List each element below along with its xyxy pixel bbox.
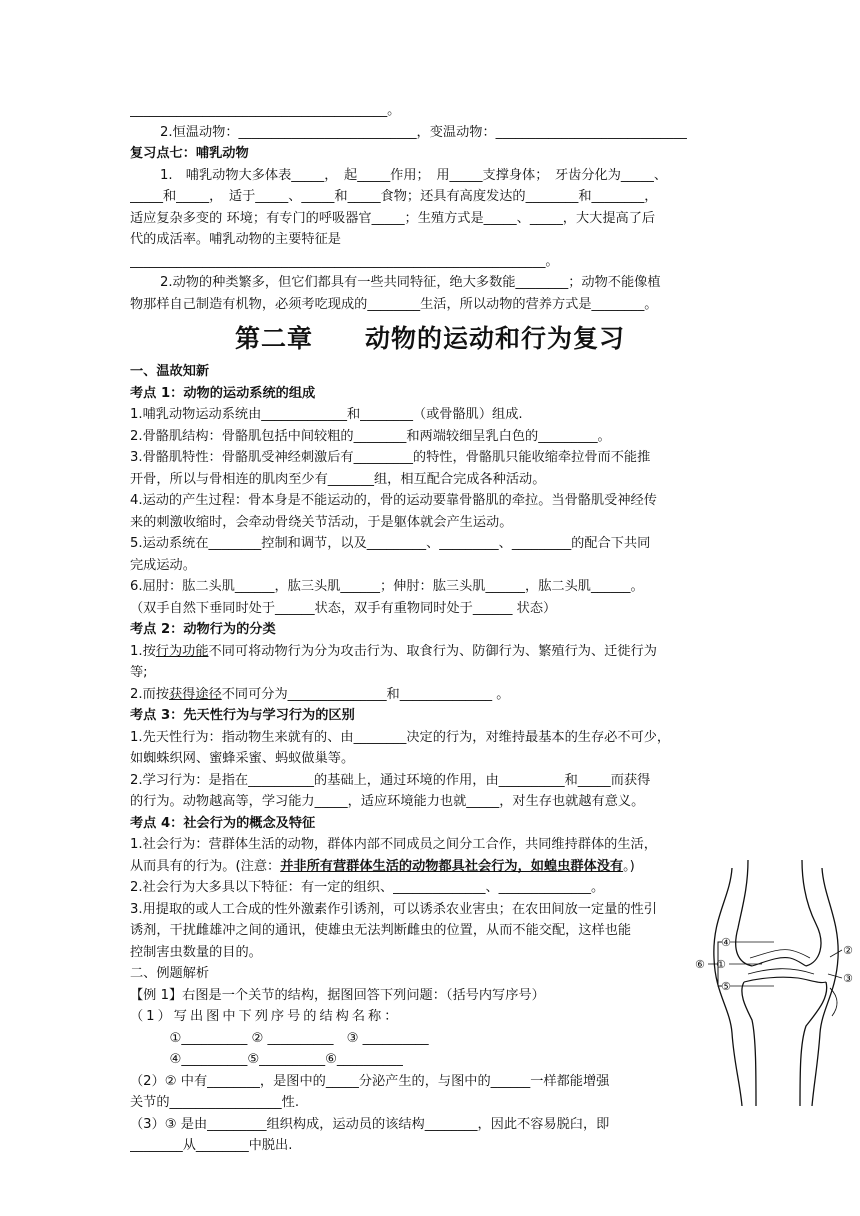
key-point-4-item-3: 3.用提取的或人工合成的性外激素作引诱剂，可以诱杀农业害虫；在农田间放一定量的性引	[130, 901, 657, 917]
key-point-2-item-1	[130, 641, 730, 663]
section-heading: 二、例题解析	[130, 966, 210, 981]
label-5: ⑤	[721, 980, 731, 993]
mammal-item-1: 1. 哺乳动物大多体表_____， 起_____作用； 用_____支撑身体； 牙齿分化为_____、	[160, 167, 668, 183]
chapter-title: 第二章 动物的运动和行为复习	[234, 324, 625, 353]
key-point-3-item-2-cont: 的行为。动物越高等，学习能力_____，适应环境能力也就_____，对生存也就越有意义。	[130, 794, 645, 809]
tibia-left	[742, 982, 756, 1106]
warm-cold-animals-item: 2.恒温动物：___________________________，变温动物：_____________________________	[160, 124, 687, 140]
question-2-cont: 关节的_________________性.	[130, 1095, 300, 1110]
key-point-4-heading: 考点 4：社会行为的概念及特征	[130, 815, 316, 831]
underlined-term: 获得途径	[168, 686, 222, 702]
key-point-1-item-4: 4.运动的产生过程：骨本身是不能运动的，骨的运动要靠骨骼肌的牵拉。当骨骼肌受神经传	[130, 493, 657, 508]
text-run: 2.而按	[130, 686, 169, 702]
label-4: ④	[721, 936, 731, 949]
joint-diagram	[690, 858, 860, 1108]
mammal-item-1-cont: 适应复杂多变的 环境；有专门的呼吸器官_____；生殖方式是_____、_____，大大提高了后	[130, 210, 656, 226]
key-point-1-item-6: 6.屈肘：肱二头肌______，肱三头肌______；伸肘：肱三头肌______，肱二头肌______。	[130, 579, 644, 594]
label-2: ②	[843, 944, 853, 957]
key-point-2-item-1-cont: 等;	[130, 665, 148, 680]
joint-cavity	[748, 969, 814, 974]
fill-blank-line: _______________________________________。	[130, 103, 401, 118]
key-point-3-item-1: 1.先天性行为：指动物生来就有的、由________决定的行为，对维持最基本的生存必不可少，	[130, 729, 671, 745]
key-point-1-item-6-cont: （双手自然下垂同时处于______状态，双手有重物同时处于______ 状态）	[130, 600, 557, 616]
question-3: （3）③ 是由_________组织构成，运动员的该结构________，因此不容易脱臼，即	[130, 1116, 610, 1132]
question-1-blanks-row-2: ④__________⑤__________⑥__________	[130, 1052, 403, 1067]
tibia-right	[800, 982, 827, 1106]
key-point-4-item-3-cont: 控制害虫数量的目的。	[130, 944, 262, 960]
example-1-prompt: 【例 1】右图是一个关节的结构，据图回答下列问题：（括号内写序号）	[130, 987, 545, 1003]
femur-right	[802, 860, 821, 966]
underlined-term: 行为功能	[155, 643, 209, 659]
text-run: 从而具有的行为。(注意：	[130, 858, 281, 874]
key-point-3-item-2: 2.学习行为：是指在__________的基础上，通过环境的作用，由__________和_____而获得	[130, 772, 651, 788]
mammal-item-2: 2.动物的种类繁多，但它们都具有一些共同特征，绝大多数能________；动物不能像植	[160, 275, 661, 290]
label-6: ⑥	[695, 958, 705, 971]
text-run: 不同可分为_______________和______________ 。	[221, 686, 510, 702]
question-3-cont: ________从________中脱出.	[130, 1138, 293, 1153]
joint-capsule-right	[812, 868, 838, 1106]
key-point-1-item-4-cont: 来的刺激收缩时，会牵动骨绕关节活动，于是躯体就会产生运动。	[130, 514, 513, 530]
key-point-1-heading: 考点 1：动物的运动系统的组成	[130, 385, 316, 401]
label-1: ①	[716, 958, 726, 971]
question-1: （1）写出图中下列序号的结构名称：	[130, 1009, 401, 1024]
key-point-1-item-2: 2.骨骼肌结构：骨骼肌包括中间较粗的________和两端较细呈乳白色的_________。	[130, 428, 611, 444]
text-run: 1.按	[130, 643, 156, 659]
mammal-item-2-cont: 物那样自己制造有机物，必须考吃现成的________生活，所以动物的营养方式是________。	[130, 296, 658, 312]
text-run: 不同可将动物行为分为攻击行为、取食行为、防御行为、繁殖行为、迁徙行为	[208, 643, 657, 659]
key-point-1-item-3: 3.骨骼肌特性：骨骼肌受神经刺激后有_________的特性，骨骼肌只能收缩牵拉骨而不能推	[130, 450, 651, 465]
key-point-2-heading: 考点 2：动物行为的分类	[130, 622, 276, 637]
review-point-7-heading: 复习点七：哺乳动物	[130, 146, 249, 161]
key-point-1-item-5: 5.运动系统在________控制和调节，以及_________、_________、_________的配合下共同	[130, 536, 651, 551]
key-point-4-item-2: 2.社会行为大多具以下特征：有一定的组织、______________、______________。	[130, 880, 605, 895]
key-point-4-item-1-cont	[130, 856, 730, 878]
text-run: 。)	[623, 858, 635, 874]
emphasized-note: 并非所有营群体生活的动物都具社会行为，如蝗虫群体没有	[280, 858, 624, 874]
key-point-4-item-3-cont: 诱剂，干扰雌雄冲之间的通讯，使雄虫无法判断雌虫的位置，从而不能交配，这样也能	[130, 923, 632, 938]
mammal-item-1-cont: 代的成活率。哺乳动物的主要特征是	[130, 232, 341, 247]
key-point-3-item-1-cont: 如蜘蛛织网、蜜蜂采蜜、蚂蚁做巢等。	[130, 751, 355, 766]
key-point-1-item-3-cont: 开骨，所以与骨相连的肌肉至少有_______组，相互配合完成各种活动。	[130, 471, 546, 487]
cartilage-top	[752, 958, 806, 966]
key-point-2-item-2	[130, 684, 730, 706]
cartilage-bottom	[744, 977, 826, 982]
key-point-1-item-5-cont: 完成运动。	[130, 557, 196, 573]
question-2: （2）② 中有________，是图中的_____分泌产生的，与图中的______一样都能增强	[130, 1073, 610, 1089]
key-point-1-item-1: 1.哺乳动物运动系统由_____________和________（或骨骼肌）组成.	[130, 407, 523, 422]
mammal-item-1-cont: _____和_____， 适于_____、_____和_____食物；还具有高度发达的________和________，	[130, 189, 658, 204]
document-page	[130, 100, 730, 1157]
key-point-3-heading: 考点 3：先天性行为与学习行为的区别	[130, 708, 355, 723]
key-point-4-item-1: 1.社会行为：营群体生活的动物，群体内部不同成员之间分工合作，共同维持群体的生活，	[130, 837, 657, 852]
mammal-item-1-cont: _______________________________________________________________。	[130, 253, 559, 269]
question-1-blanks-row-1: ①__________ ② __________ ③ __________	[130, 1030, 429, 1046]
section-heading: 一、温故知新	[130, 364, 210, 379]
label-3: ③	[843, 972, 853, 985]
femur-left	[736, 860, 752, 966]
